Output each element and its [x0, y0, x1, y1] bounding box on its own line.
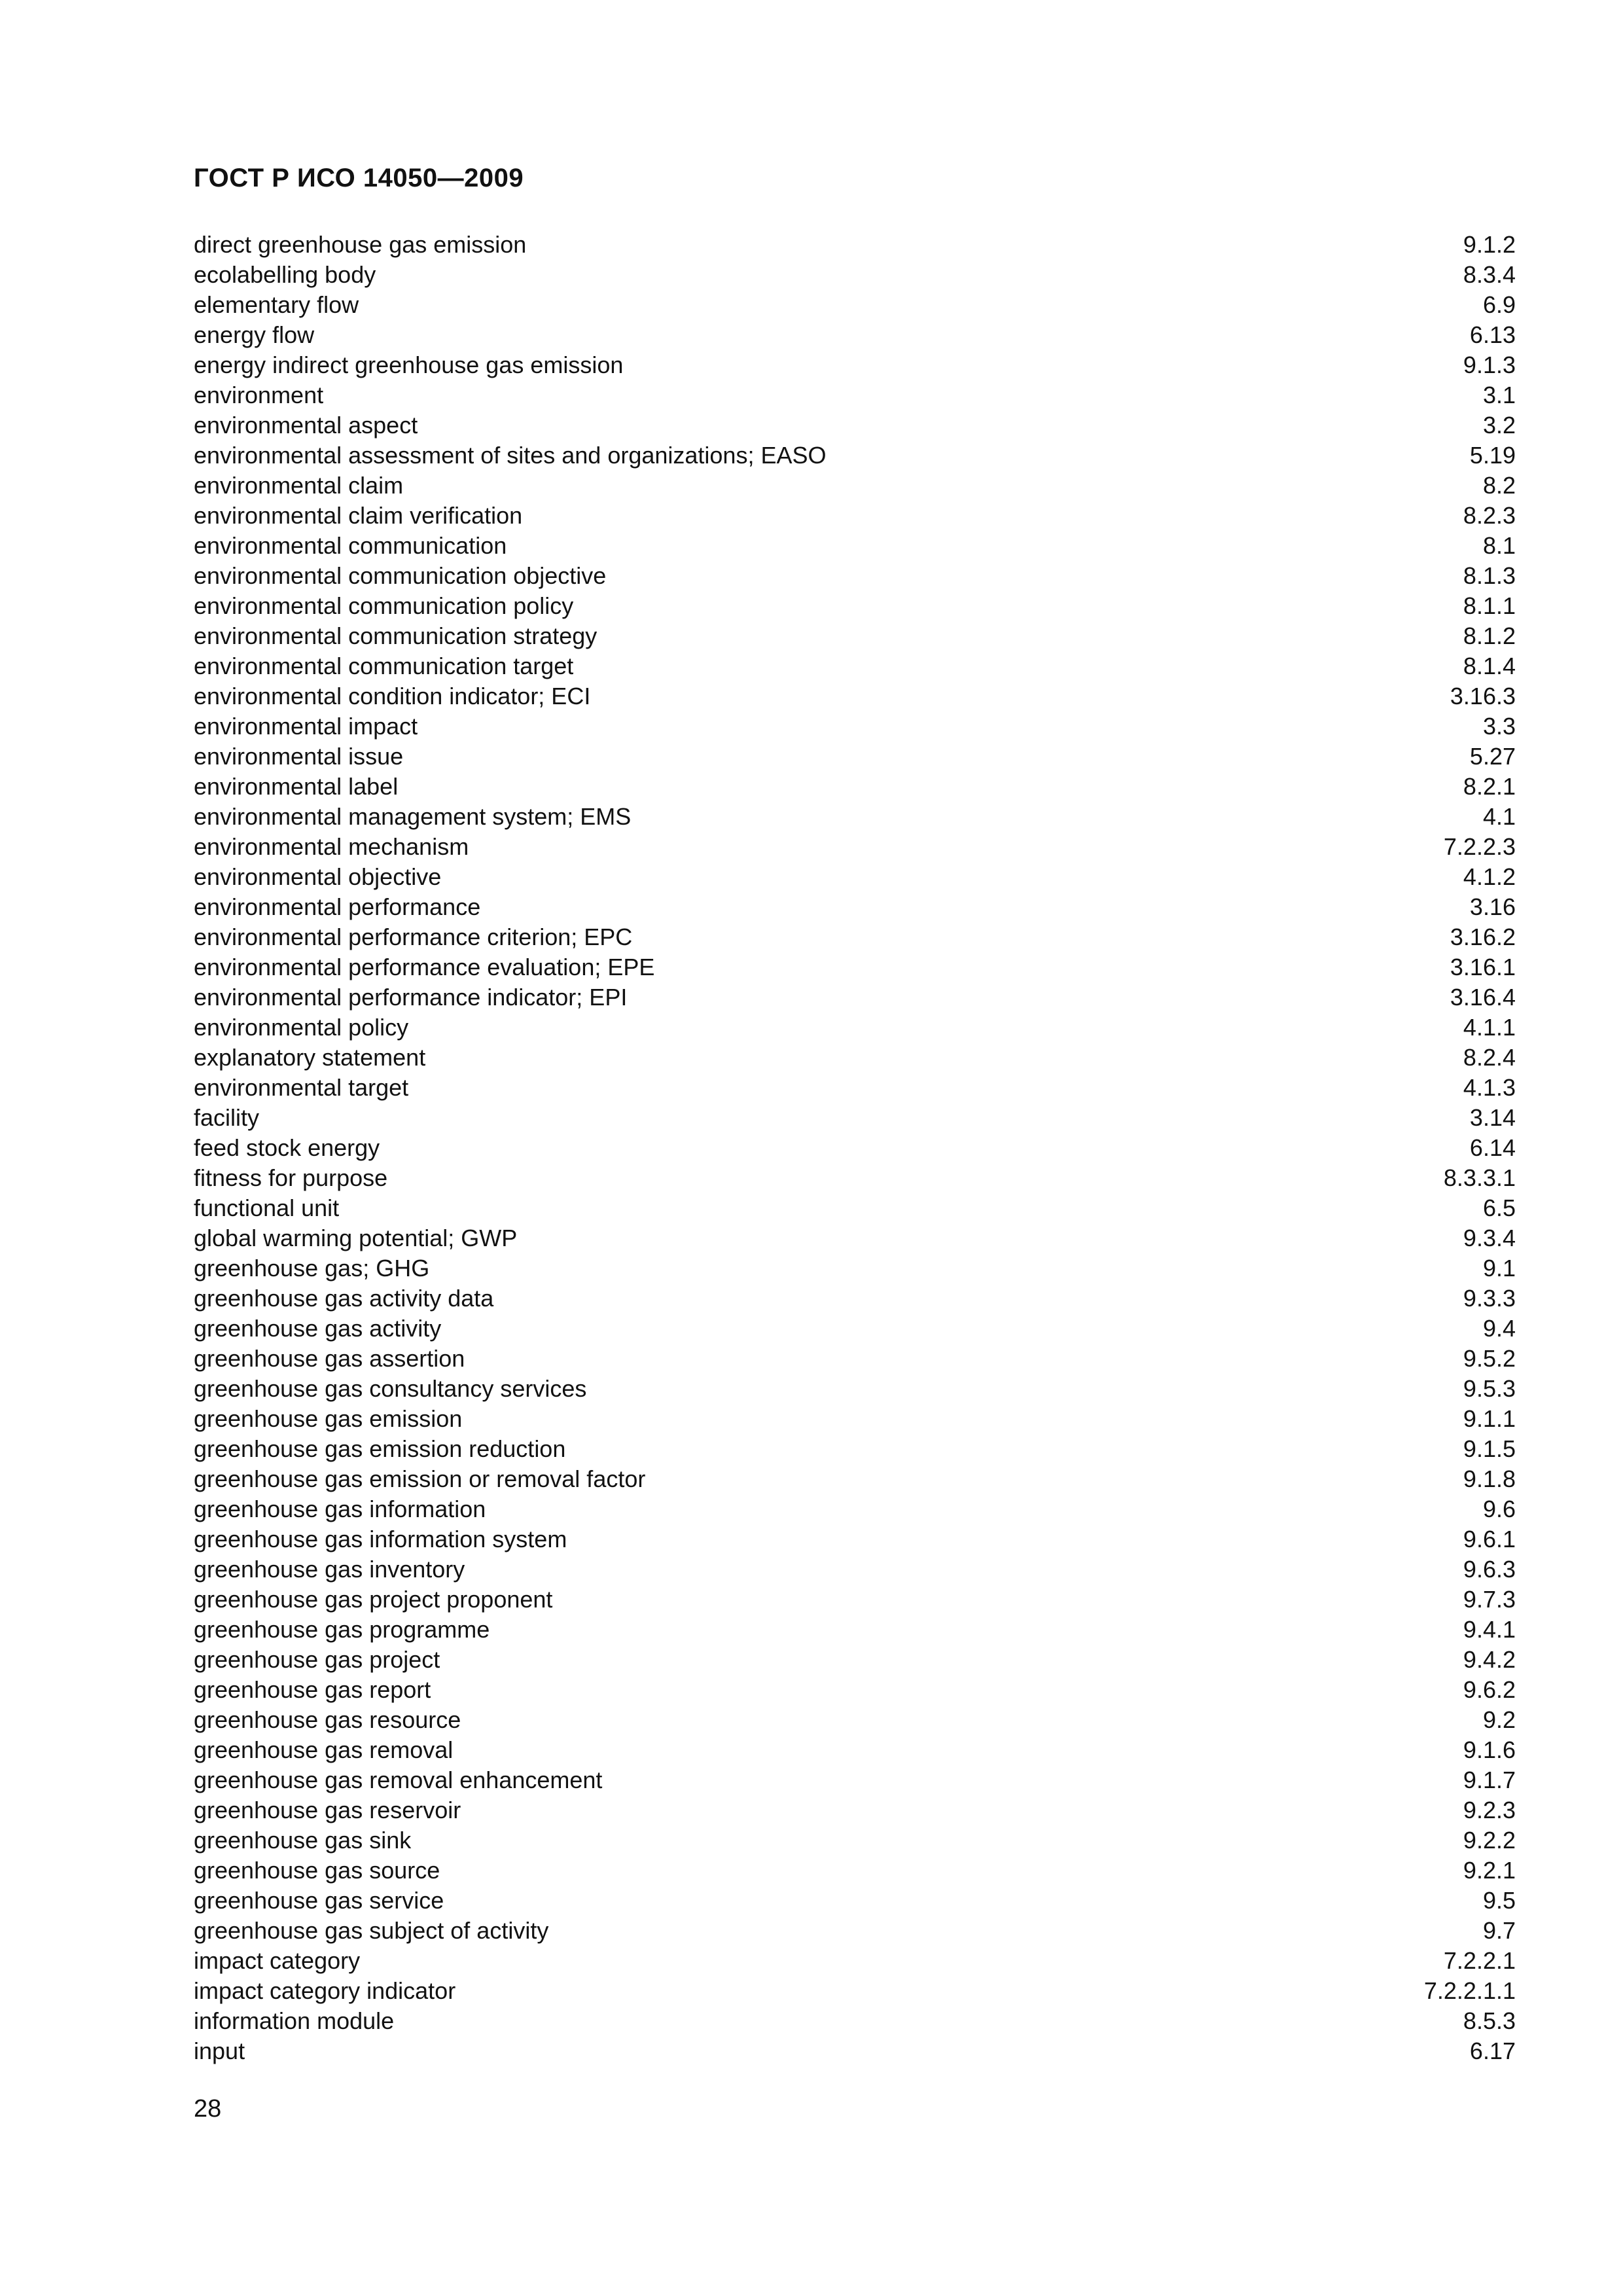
index-reference: 8.1.1 — [1463, 592, 1516, 619]
index-reference: 9.5 — [1482, 1887, 1516, 1914]
index-term: greenhouse gas programme — [194, 1616, 490, 1643]
index-term: environmental target — [194, 1074, 409, 1101]
index-term: greenhouse gas reservoir — [194, 1797, 461, 1823]
index-entry — [194, 561, 1516, 591]
index-term: greenhouse gas inventory — [194, 1556, 465, 1583]
index-term: greenhouse gas activity data — [194, 1285, 494, 1312]
index-term: environmental management system; EMS — [194, 803, 632, 830]
index-entry — [194, 651, 1516, 681]
index-entry — [194, 1645, 1516, 1675]
index-reference: 9.4.1 — [1463, 1616, 1516, 1643]
index-term: functional unit — [194, 1194, 340, 1221]
index-entry — [194, 892, 1516, 922]
index-entry — [194, 2036, 1516, 2066]
index-entry — [194, 320, 1516, 350]
index-entry — [194, 1344, 1516, 1374]
index-entry — [194, 1464, 1516, 1494]
index-term: information module — [194, 2007, 395, 2034]
index-entry — [194, 531, 1516, 561]
index-reference: 9.1 — [1482, 1255, 1516, 1282]
index-term: greenhouse gas assertion — [194, 1345, 465, 1372]
index-entry — [194, 1404, 1516, 1434]
index-entry — [194, 1494, 1516, 1524]
index-entry — [194, 1434, 1516, 1464]
index-reference: 8.2.4 — [1463, 1044, 1516, 1071]
index-entry — [194, 230, 1516, 260]
index-term: environmental assessment of sites and organizations; EASO — [194, 442, 827, 469]
index-entry — [194, 1856, 1516, 1886]
index-reference: 9.5.3 — [1463, 1375, 1516, 1402]
index-reference: 9.1.2 — [1463, 231, 1516, 258]
index-entry — [194, 501, 1516, 531]
index-term: environmental performance — [194, 893, 481, 920]
index-entry — [194, 1163, 1516, 1193]
index-entry — [194, 742, 1516, 772]
index-term: greenhouse gas removal — [194, 1736, 454, 1763]
index-term: environmental claim — [194, 472, 404, 499]
index-reference: 9.6.2 — [1463, 1676, 1516, 1703]
index-term: global warming potential; GWP — [194, 1225, 518, 1251]
index-reference: 5.27 — [1469, 743, 1516, 770]
index-reference: 9.6.3 — [1463, 1556, 1516, 1583]
index-term: environmental condition indicator; ECI — [194, 683, 591, 709]
index-reference: 9.4 — [1482, 1315, 1516, 1342]
index-reference: 6.5 — [1482, 1194, 1516, 1221]
term-index-list — [194, 230, 1516, 2066]
page-title: ГОСТ Р ИСО 14050—2009 — [194, 164, 524, 192]
index-entry — [194, 772, 1516, 802]
index-entry — [194, 1976, 1516, 2006]
index-term: impact category — [194, 1947, 361, 1974]
index-entry — [194, 711, 1516, 742]
index-term: greenhouse gas project — [194, 1646, 440, 1673]
index-term: environmental policy — [194, 1014, 409, 1041]
index-reference: 3.14 — [1469, 1104, 1516, 1131]
index-term: greenhouse gas service — [194, 1887, 444, 1914]
index-entry — [194, 290, 1516, 320]
index-reference: 4.1.1 — [1463, 1014, 1516, 1041]
index-entry — [194, 922, 1516, 952]
index-reference: 8.3.3.1 — [1443, 1164, 1516, 1191]
index-reference: 3.16.4 — [1450, 984, 1516, 1011]
index-reference: 9.2 — [1482, 1706, 1516, 1733]
index-term: environmental communication objective — [194, 562, 607, 589]
index-entry — [194, 802, 1516, 832]
index-entry — [194, 260, 1516, 290]
index-reference: 3.1 — [1482, 382, 1516, 408]
index-term: environmental performance indicator; EPI — [194, 984, 628, 1011]
index-reference: 9.3.4 — [1463, 1225, 1516, 1251]
index-entry — [194, 1554, 1516, 1585]
index-term: greenhouse gas project proponent — [194, 1586, 553, 1613]
index-term: environmental issue — [194, 743, 404, 770]
index-entry — [194, 1103, 1516, 1133]
page-number: 28 — [194, 2095, 222, 2123]
index-reference: 9.6 — [1482, 1496, 1516, 1522]
index-reference: 9.2.2 — [1463, 1827, 1516, 1854]
index-reference: 8.1.2 — [1463, 622, 1516, 649]
index-entry — [194, 982, 1516, 1013]
index-reference: 5.19 — [1469, 442, 1516, 469]
index-term: facility — [194, 1104, 260, 1131]
index-entry — [194, 681, 1516, 711]
index-entry — [194, 1825, 1516, 1856]
index-term: greenhouse gas report — [194, 1676, 431, 1703]
index-reference: 4.1.2 — [1463, 863, 1516, 890]
index-entry — [194, 1193, 1516, 1223]
index-entry — [194, 1585, 1516, 1615]
index-term: greenhouse gas sink — [194, 1827, 412, 1854]
index-entry — [194, 1524, 1516, 1554]
index-reference: 6.9 — [1482, 291, 1516, 318]
index-reference: 9.7.3 — [1463, 1586, 1516, 1613]
index-entry — [194, 952, 1516, 982]
index-entry — [194, 1223, 1516, 1253]
index-term: environment — [194, 382, 324, 408]
index-entry — [194, 1705, 1516, 1735]
index-entry — [194, 380, 1516, 410]
index-term: ecolabelling body — [194, 261, 376, 288]
index-reference: 9.5.2 — [1463, 1345, 1516, 1372]
index-entry — [194, 410, 1516, 440]
index-term: greenhouse gas information system — [194, 1526, 567, 1552]
index-entry — [194, 1615, 1516, 1645]
index-term: environmental mechanism — [194, 833, 469, 860]
index-entry — [194, 1735, 1516, 1765]
index-term: environmental performance criterion; EPC — [194, 924, 633, 950]
index-reference: 8.1.3 — [1463, 562, 1516, 589]
index-term: elementary flow — [194, 291, 359, 318]
index-reference: 8.1.4 — [1463, 653, 1516, 679]
index-entry — [194, 1043, 1516, 1073]
index-entry — [194, 1916, 1516, 1946]
index-term: environmental claim verification — [194, 502, 523, 529]
index-entry — [194, 1946, 1516, 1976]
index-term: feed stock energy — [194, 1134, 380, 1161]
index-term: greenhouse gas emission reduction — [194, 1435, 566, 1462]
index-entry — [194, 1073, 1516, 1103]
index-term: greenhouse gas emission — [194, 1405, 463, 1432]
index-term: greenhouse gas emission or removal factor — [194, 1465, 646, 1492]
index-entry — [194, 1886, 1516, 1916]
index-term: fitness for purpose — [194, 1164, 388, 1191]
index-term: environmental communication — [194, 532, 507, 559]
index-reference: 3.2 — [1482, 412, 1516, 439]
index-reference: 9.1.5 — [1463, 1435, 1516, 1462]
index-entry — [194, 440, 1516, 471]
index-reference: 6.13 — [1469, 321, 1516, 348]
index-reference: 9.1.1 — [1463, 1405, 1516, 1432]
index-term: environmental label — [194, 773, 399, 800]
index-entry — [194, 1765, 1516, 1795]
index-term: environmental performance evaluation; EPE — [194, 954, 655, 980]
index-reference: 9.2.1 — [1463, 1857, 1516, 1884]
index-reference: 9.1.3 — [1463, 351, 1516, 378]
index-term: energy indirect greenhouse gas emission — [194, 351, 624, 378]
index-term: energy flow — [194, 321, 315, 348]
index-entry — [194, 350, 1516, 380]
index-reference: 9.7 — [1482, 1917, 1516, 1944]
index-reference: 9.4.2 — [1463, 1646, 1516, 1673]
index-entry — [194, 591, 1516, 621]
index-entry — [194, 1374, 1516, 1404]
index-entry — [194, 1795, 1516, 1825]
index-term: greenhouse gas removal enhancement — [194, 1767, 603, 1793]
index-term: input — [194, 2037, 245, 2064]
index-term: greenhouse gas activity — [194, 1315, 442, 1342]
index-term: environmental objective — [194, 863, 442, 890]
index-term: greenhouse gas consultancy services — [194, 1375, 587, 1402]
index-reference: 7.2.2.1.1 — [1423, 1977, 1516, 2004]
index-term: explanatory statement — [194, 1044, 426, 1071]
index-term: environmental impact — [194, 713, 418, 740]
index-entry — [194, 832, 1516, 862]
index-entry — [194, 621, 1516, 651]
index-reference: 8.3.4 — [1463, 261, 1516, 288]
index-reference: 8.5.3 — [1463, 2007, 1516, 2034]
index-reference: 8.1 — [1482, 532, 1516, 559]
index-term: environmental communication target — [194, 653, 574, 679]
index-reference: 3.16.3 — [1450, 683, 1516, 709]
index-term: direct greenhouse gas emission — [194, 231, 527, 258]
index-reference: 3.3 — [1482, 713, 1516, 740]
index-term: greenhouse gas resource — [194, 1706, 461, 1733]
index-reference: 9.3.3 — [1463, 1285, 1516, 1312]
index-reference: 9.6.1 — [1463, 1526, 1516, 1552]
index-reference: 6.14 — [1469, 1134, 1516, 1161]
index-entry — [194, 1283, 1516, 1314]
index-reference: 7.2.2.3 — [1443, 833, 1516, 860]
index-entry — [194, 471, 1516, 501]
index-reference: 8.2.1 — [1463, 773, 1516, 800]
index-reference: 9.1.7 — [1463, 1767, 1516, 1793]
index-entry — [194, 862, 1516, 892]
index-reference: 8.2 — [1482, 472, 1516, 499]
index-term: greenhouse gas; GHG — [194, 1255, 430, 1282]
index-reference: 4.1.3 — [1463, 1074, 1516, 1101]
index-reference: 3.16.2 — [1450, 924, 1516, 950]
index-entry — [194, 1133, 1516, 1163]
index-reference: 3.16 — [1469, 893, 1516, 920]
index-reference: 4.1 — [1482, 803, 1516, 830]
index-reference: 6.17 — [1469, 2037, 1516, 2064]
index-entry — [194, 1314, 1516, 1344]
index-term: environmental communication strategy — [194, 622, 597, 649]
index-term: greenhouse gas subject of activity — [194, 1917, 549, 1944]
index-reference: 9.2.3 — [1463, 1797, 1516, 1823]
index-entry — [194, 1013, 1516, 1043]
index-term: greenhouse gas information — [194, 1496, 486, 1522]
index-reference: 3.16.1 — [1450, 954, 1516, 980]
index-reference: 9.1.6 — [1463, 1736, 1516, 1763]
index-term: environmental aspect — [194, 412, 418, 439]
index-reference: 7.2.2.1 — [1443, 1947, 1516, 1974]
index-term: greenhouse gas source — [194, 1857, 440, 1884]
index-term: impact category indicator — [194, 1977, 456, 2004]
index-reference: 9.1.8 — [1463, 1465, 1516, 1492]
index-entry — [194, 1675, 1516, 1705]
index-entry — [194, 2006, 1516, 2036]
index-term: environmental communication policy — [194, 592, 574, 619]
index-entry — [194, 1253, 1516, 1283]
index-reference: 8.2.3 — [1463, 502, 1516, 529]
